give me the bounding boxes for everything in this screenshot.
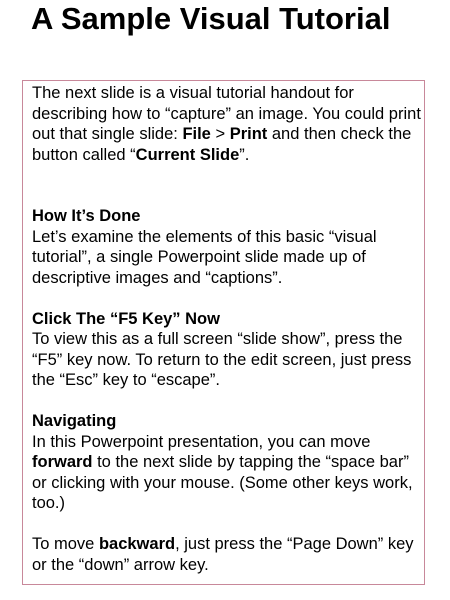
print-menu-label: Print: [229, 125, 268, 143]
spacer: [32, 165, 422, 206]
forward-word: forward: [32, 453, 93, 471]
how-body: Let’s examine the elements of this basic “visual tutorial”, a single Powerpoint slide made up of descriptive images and “captions”.: [32, 227, 377, 287]
content-text: [32, 83, 422, 575]
file-menu-label: File: [182, 125, 211, 143]
backward-paragraph: [32, 534, 422, 575]
intro-text-1: The next slide is a visual tutorial handout for describing how to “capture” an image. You could print out that single slide:: [32, 84, 421, 143]
backward-word: backward: [98, 535, 176, 553]
spacer: [32, 514, 422, 535]
navigating-text-2: to the next slide by tapping the “space bar” or clicking with your mouse. (Some other keys work, too.): [32, 453, 413, 512]
spacer: [32, 391, 422, 412]
navigating-heading: Navigating: [32, 412, 117, 430]
f5-body: To view this as a full screen “slide show”, press the “F5” key now. To return to the edit screen, just press the “Esc” key to “escape”.: [32, 330, 412, 389]
current-slide-label: Current Slide: [135, 145, 240, 164]
intro-paragraph: [32, 83, 422, 165]
navigating-body: [32, 432, 422, 514]
backward-text-2: , just press the “Page Down” key or the “down” arrow key.: [32, 535, 414, 574]
backward-text-1: To move: [32, 535, 99, 553]
spacer: [32, 288, 422, 309]
intro-text-3: ”.: [239, 145, 250, 164]
menu-separator: >: [210, 125, 230, 143]
navigating-text-1: In this Powerpoint presentation, you can move: [32, 432, 371, 451]
slide-title: A Sample Visual Tutorial: [31, 1, 391, 36]
intro-text-2: and then check the button called “: [32, 125, 412, 164]
f5-heading: Click The “F5 Key” Now: [32, 309, 220, 328]
how-heading: How It’s Done: [32, 207, 141, 225]
